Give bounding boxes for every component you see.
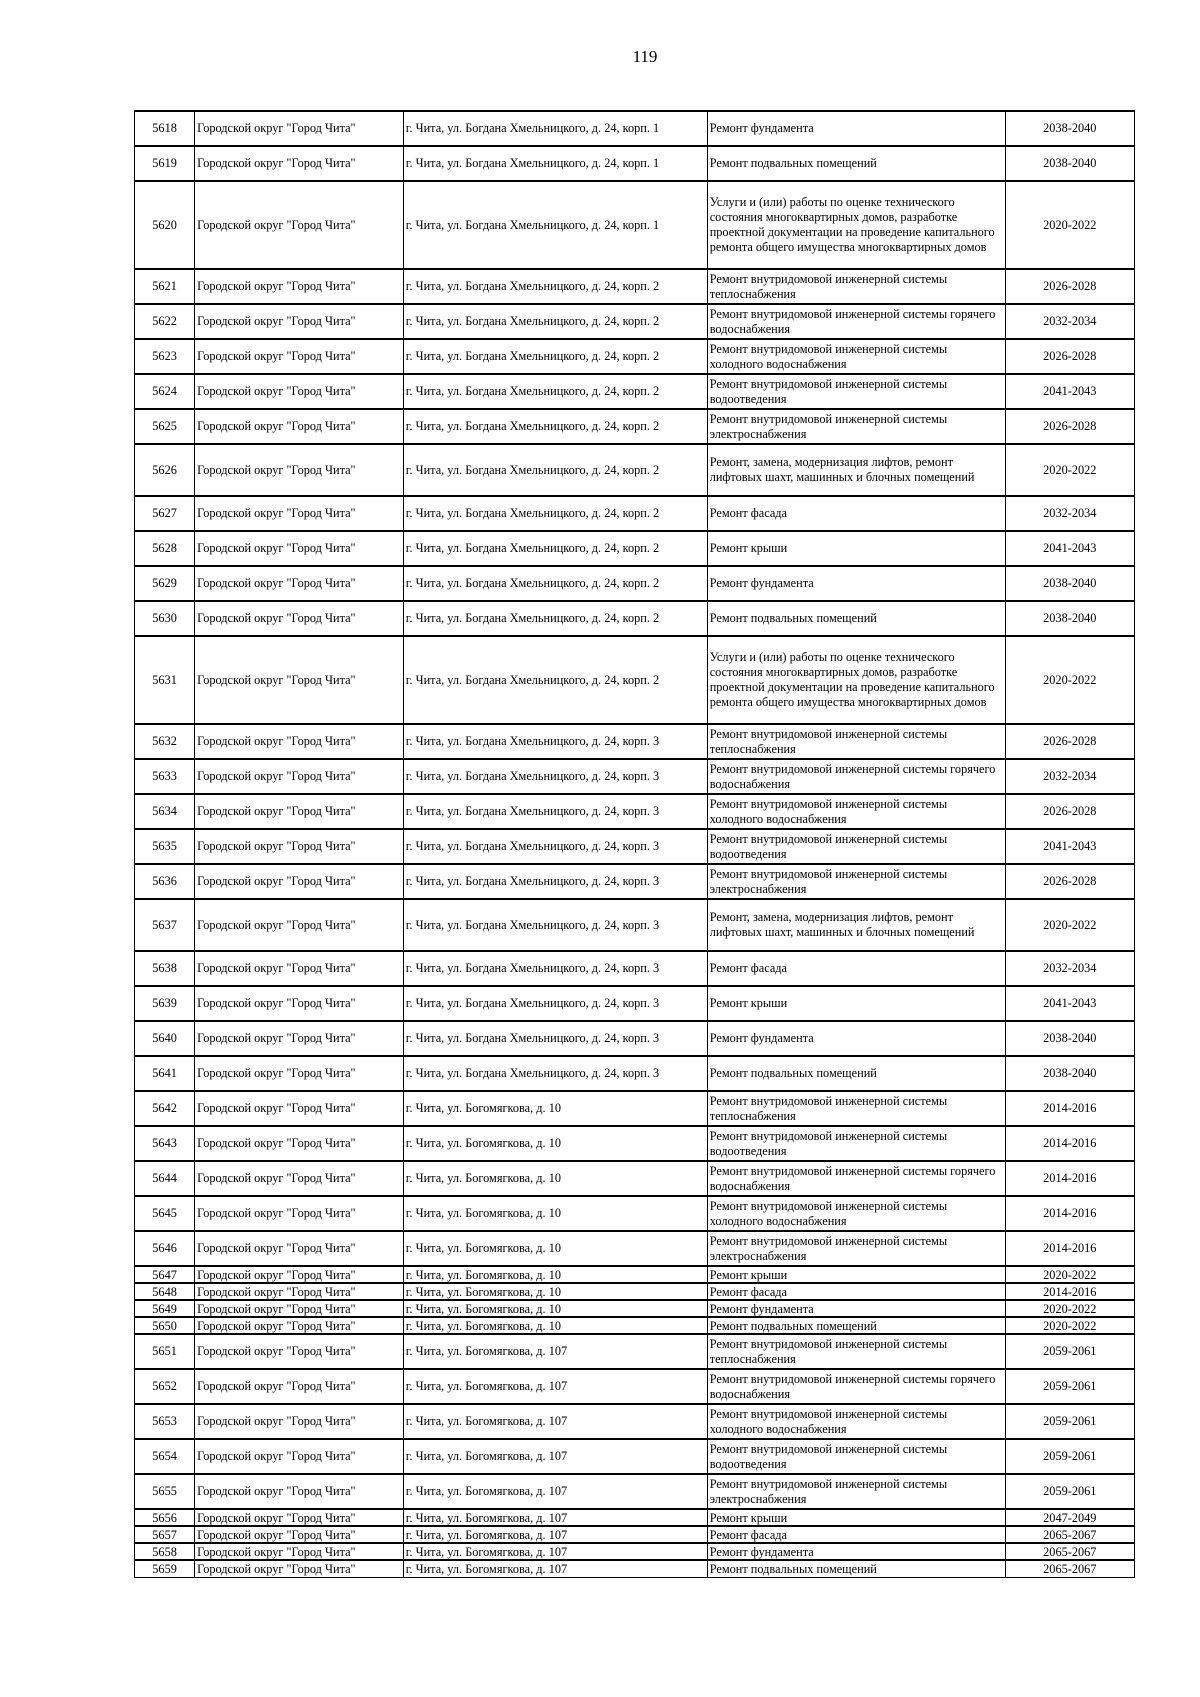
period-cell: 2038-2040	[1005, 601, 1134, 636]
work-type-cell: Ремонт внутридомовой инженерной системы теплоснабжения	[707, 1334, 1005, 1369]
row-number: 5646	[135, 1231, 195, 1266]
address-cell: г. Чита, ул. Богомягкова, д. 10	[403, 1317, 707, 1334]
row-number: 5625	[135, 409, 195, 444]
address-cell: г. Чита, ул. Богдана Хмельницкого, д. 24, корп. 2	[403, 374, 707, 409]
address-cell: г. Чита, ул. Богомягкова, д. 107	[403, 1560, 707, 1577]
row-number: 5657	[135, 1526, 195, 1543]
row-number: 5659	[135, 1560, 195, 1577]
address-cell: г. Чита, ул. Богдана Хмельницкого, д. 24, корп. 2	[403, 496, 707, 531]
work-type-cell: Ремонт подвальных помещений	[707, 1056, 1005, 1091]
period-cell: 2014-2016	[1005, 1126, 1134, 1161]
table-row	[135, 1509, 1135, 1526]
address-cell: г. Чита, ул. Богомягкова, д. 107	[403, 1526, 707, 1543]
table-row	[135, 444, 1135, 496]
work-type-cell: Ремонт внутридомовой инженерной системы электроснабжения	[707, 864, 1005, 899]
table-row	[135, 759, 1135, 794]
period-cell: 2038-2040	[1005, 1056, 1134, 1091]
municipality-cell: Городской округ "Город Чита"	[195, 269, 404, 304]
municipality-cell: Городской округ "Город Чита"	[195, 829, 404, 864]
municipality-cell: Городской округ "Город Чита"	[195, 794, 404, 829]
row-number: 5640	[135, 1021, 195, 1056]
address-cell: г. Чита, ул. Богдана Хмельницкого, д. 24, корп. 3	[403, 1056, 707, 1091]
work-type-cell: Ремонт внутридомовой инженерной системы водоотведения	[707, 1439, 1005, 1474]
work-type-cell: Ремонт внутридомовой инженерной системы водоотведения	[707, 829, 1005, 864]
capital-repair-table	[134, 110, 1135, 1578]
municipality-cell: Городской округ "Город Чита"	[195, 1126, 404, 1161]
table-row	[135, 1300, 1135, 1317]
table-row	[135, 374, 1135, 409]
address-cell: г. Чита, ул. Богомягкова, д. 10	[403, 1283, 707, 1300]
table-row	[135, 566, 1135, 601]
row-number: 5624	[135, 374, 195, 409]
work-type-cell: Ремонт внутридомовой инженерной системы теплоснабжения	[707, 724, 1005, 759]
row-number: 5628	[135, 531, 195, 566]
row-number: 5652	[135, 1369, 195, 1404]
period-cell: 2026-2028	[1005, 724, 1134, 759]
work-type-cell: Ремонт внутридомовой инженерной системы теплоснабжения	[707, 1091, 1005, 1126]
period-cell: 2041-2043	[1005, 986, 1134, 1021]
address-cell: г. Чита, ул. Богомягкова, д. 107	[403, 1404, 707, 1439]
period-cell: 2059-2061	[1005, 1334, 1134, 1369]
period-cell: 2026-2028	[1005, 339, 1134, 374]
period-cell: 2059-2061	[1005, 1404, 1134, 1439]
address-cell: г. Чита, ул. Богдана Хмельницкого, д. 24, корп. 3	[403, 794, 707, 829]
address-cell: г. Чита, ул. Богдана Хмельницкого, д. 24, корп. 2	[403, 409, 707, 444]
municipality-cell: Городской округ "Город Чита"	[195, 1021, 404, 1056]
table-row	[135, 339, 1135, 374]
address-cell: г. Чита, ул. Богдана Хмельницкого, д. 24, корп. 1	[403, 181, 707, 269]
period-cell: 2020-2022	[1005, 899, 1134, 951]
row-number: 5634	[135, 794, 195, 829]
table-row	[135, 1126, 1135, 1161]
municipality-cell: Городской округ "Город Чита"	[195, 181, 404, 269]
address-cell: г. Чита, ул. Богомягкова, д. 107	[403, 1543, 707, 1560]
period-cell: 2041-2043	[1005, 829, 1134, 864]
address-cell: г. Чита, ул. Богомягкова, д. 107	[403, 1474, 707, 1509]
work-type-cell: Ремонт внутридомовой инженерной системы горячего водоснабжения	[707, 1161, 1005, 1196]
table-row	[135, 1231, 1135, 1266]
period-cell: 2032-2034	[1005, 759, 1134, 794]
municipality-cell: Городской округ "Город Чита"	[195, 1509, 404, 1526]
table-row	[135, 1266, 1135, 1283]
work-type-cell: Ремонт фундамента	[707, 1543, 1005, 1560]
municipality-cell: Городской округ "Город Чита"	[195, 1091, 404, 1126]
address-cell: г. Чита, ул. Богдана Хмельницкого, д. 24, корп. 2	[403, 269, 707, 304]
address-cell: г. Чита, ул. Богдана Хмельницкого, д. 24, корп. 3	[403, 1021, 707, 1056]
work-type-cell: Ремонт фасада	[707, 496, 1005, 531]
municipality-cell: Городской округ "Город Чита"	[195, 759, 404, 794]
row-number: 5636	[135, 864, 195, 899]
page-number: 119	[632, 47, 658, 66]
work-type-cell: Ремонт внутридомовой инженерной системы электроснабжения	[707, 409, 1005, 444]
period-cell: 2020-2022	[1005, 1300, 1134, 1317]
table-row	[135, 1474, 1135, 1509]
work-type-cell: Ремонт, замена, модернизация лифтов, ремонт лифтовых шахт, машинных и блочных помещений	[707, 899, 1005, 951]
work-type-cell: Ремонт внутридомовой инженерной системы горячего водоснабжения	[707, 759, 1005, 794]
work-type-cell: Ремонт подвальных помещений	[707, 146, 1005, 181]
period-cell: 2059-2061	[1005, 1369, 1134, 1404]
period-cell: 2014-2016	[1005, 1161, 1134, 1196]
table-row	[135, 181, 1135, 269]
row-number: 5621	[135, 269, 195, 304]
municipality-cell: Городской округ "Город Чита"	[195, 339, 404, 374]
address-cell: г. Чита, ул. Богомягкова, д. 107	[403, 1439, 707, 1474]
period-cell: 2059-2061	[1005, 1439, 1134, 1474]
work-type-cell: Ремонт фундамента	[707, 111, 1005, 146]
address-cell: г. Чита, ул. Богомягкова, д. 10	[403, 1231, 707, 1266]
period-cell: 2020-2022	[1005, 636, 1134, 724]
work-type-cell: Ремонт крыши	[707, 1266, 1005, 1283]
table-row	[135, 1526, 1135, 1543]
table-row	[135, 111, 1135, 146]
period-cell: 2032-2034	[1005, 951, 1134, 986]
row-number: 5644	[135, 1161, 195, 1196]
table-row	[135, 1404, 1135, 1439]
row-number: 5632	[135, 724, 195, 759]
row-number: 5658	[135, 1543, 195, 1560]
row-number: 5643	[135, 1126, 195, 1161]
work-type-cell: Ремонт фундамента	[707, 1021, 1005, 1056]
row-number: 5645	[135, 1196, 195, 1231]
table-body	[135, 111, 1135, 1577]
work-type-cell: Ремонт внутридомовой инженерной системы горячего водоснабжения	[707, 1369, 1005, 1404]
table-row	[135, 1369, 1135, 1404]
address-cell: г. Чита, ул. Богдана Хмельницкого, д. 24, корп. 3	[403, 951, 707, 986]
municipality-cell: Городской округ "Город Чита"	[195, 1266, 404, 1283]
municipality-cell: Городской округ "Город Чита"	[195, 1056, 404, 1091]
table-row	[135, 409, 1135, 444]
address-cell: г. Чита, ул. Богомягкова, д. 10	[403, 1196, 707, 1231]
row-number: 5656	[135, 1509, 195, 1526]
table-row	[135, 304, 1135, 339]
municipality-cell: Городской округ "Город Чита"	[195, 496, 404, 531]
address-cell: г. Чита, ул. Богомягкова, д. 10	[403, 1300, 707, 1317]
row-number: 5635	[135, 829, 195, 864]
table-row	[135, 1543, 1135, 1560]
municipality-cell: Городской округ "Город Чита"	[195, 1317, 404, 1334]
municipality-cell: Городской округ "Город Чита"	[195, 1543, 404, 1560]
period-cell: 2014-2016	[1005, 1283, 1134, 1300]
row-number: 5637	[135, 899, 195, 951]
row-number: 5653	[135, 1404, 195, 1439]
row-number: 5619	[135, 146, 195, 181]
address-cell: г. Чита, ул. Богомягкова, д. 107	[403, 1369, 707, 1404]
work-type-cell: Услуги и (или) работы по оценке технического состояния многоквартирных домов, разработке проектной документации на проведение капитального ремонта общего имущества многоквартирных домов	[707, 636, 1005, 724]
work-type-cell: Ремонт внутридомовой инженерной системы холодного водоснабжения	[707, 1404, 1005, 1439]
address-cell: г. Чита, ул. Богдана Хмельницкого, д. 24, корп. 2	[403, 636, 707, 724]
municipality-cell: Городской округ "Город Чита"	[195, 1526, 404, 1543]
address-cell: г. Чита, ул. Богдана Хмельницкого, д. 24, корп. 3	[403, 899, 707, 951]
period-cell: 2065-2067	[1005, 1560, 1134, 1577]
work-type-cell: Ремонт крыши	[707, 986, 1005, 1021]
table-row	[135, 1021, 1135, 1056]
municipality-cell: Городской округ "Город Чита"	[195, 1161, 404, 1196]
period-cell: 2020-2022	[1005, 181, 1134, 269]
address-cell: г. Чита, ул. Богдана Хмельницкого, д. 24, корп. 3	[403, 759, 707, 794]
work-type-cell: Ремонт, замена, модернизация лифтов, ремонт лифтовых шахт, машинных и блочных помещений	[707, 444, 1005, 496]
municipality-cell: Городской округ "Город Чита"	[195, 636, 404, 724]
work-type-cell: Ремонт внутридомовой инженерной системы теплоснабжения	[707, 269, 1005, 304]
table-row	[135, 1317, 1135, 1334]
work-type-cell: Ремонт фасада	[707, 1283, 1005, 1300]
address-cell: г. Чита, ул. Богдана Хмельницкого, д. 24, корп. 2	[403, 566, 707, 601]
address-cell: г. Чита, ул. Богдана Хмельницкого, д. 24, корп. 3	[403, 864, 707, 899]
period-cell: 2014-2016	[1005, 1231, 1134, 1266]
work-type-cell: Ремонт крыши	[707, 1509, 1005, 1526]
period-cell: 2026-2028	[1005, 794, 1134, 829]
table-row	[135, 1056, 1135, 1091]
row-number: 5649	[135, 1300, 195, 1317]
municipality-cell: Городской округ "Город Чита"	[195, 1283, 404, 1300]
address-cell: г. Чита, ул. Богомягкова, д. 10	[403, 1266, 707, 1283]
address-cell: г. Чита, ул. Богомягкова, д. 107	[403, 1334, 707, 1369]
municipality-cell: Городской округ "Город Чита"	[195, 601, 404, 636]
row-number: 5650	[135, 1317, 195, 1334]
work-type-cell: Ремонт крыши	[707, 531, 1005, 566]
municipality-cell: Городской округ "Город Чита"	[195, 566, 404, 601]
row-number: 5638	[135, 951, 195, 986]
table-row	[135, 1334, 1135, 1369]
period-cell: 2038-2040	[1005, 146, 1134, 181]
municipality-cell: Городской округ "Город Чита"	[195, 1439, 404, 1474]
row-number: 5655	[135, 1474, 195, 1509]
municipality-cell: Городской округ "Город Чита"	[195, 986, 404, 1021]
work-type-cell: Ремонт подвальных помещений	[707, 601, 1005, 636]
municipality-cell: Городской округ "Город Чита"	[195, 1196, 404, 1231]
table-row	[135, 146, 1135, 181]
period-cell: 2026-2028	[1005, 269, 1134, 304]
address-cell: г. Чита, ул. Богдана Хмельницкого, д. 24, корп. 1	[403, 146, 707, 181]
municipality-cell: Городской округ "Город Чита"	[195, 1369, 404, 1404]
table-row	[135, 829, 1135, 864]
row-number: 5618	[135, 111, 195, 146]
municipality-cell: Городской округ "Город Чита"	[195, 1231, 404, 1266]
table-row	[135, 496, 1135, 531]
municipality-cell: Городской округ "Город Чита"	[195, 111, 404, 146]
work-type-cell: Ремонт внутридомовой инженерной системы электроснабжения	[707, 1231, 1005, 1266]
row-number: 5642	[135, 1091, 195, 1126]
table-row	[135, 1091, 1135, 1126]
row-number: 5627	[135, 496, 195, 531]
period-cell: 2020-2022	[1005, 444, 1134, 496]
municipality-cell: Городской округ "Город Чита"	[195, 899, 404, 951]
table-row	[135, 636, 1135, 724]
row-number: 5647	[135, 1266, 195, 1283]
address-cell: г. Чита, ул. Богдана Хмельницкого, д. 24, корп. 2	[403, 304, 707, 339]
period-cell: 2026-2028	[1005, 409, 1134, 444]
period-cell: 2041-2043	[1005, 531, 1134, 566]
row-number: 5633	[135, 759, 195, 794]
municipality-cell: Городской округ "Город Чита"	[195, 146, 404, 181]
work-type-cell: Услуги и (или) работы по оценке технического состояния многоквартирных домов, разработке проектной документации на проведение капитального ремонта общего имущества многоквартирных домов	[707, 181, 1005, 269]
municipality-cell: Городской округ "Город Чита"	[195, 1300, 404, 1317]
address-cell: г. Чита, ул. Богдана Хмельницкого, д. 24, корп. 3	[403, 724, 707, 759]
period-cell: 2059-2061	[1005, 1474, 1134, 1509]
row-number: 5626	[135, 444, 195, 496]
row-number: 5630	[135, 601, 195, 636]
period-cell: 2047-2049	[1005, 1509, 1134, 1526]
period-cell: 2038-2040	[1005, 566, 1134, 601]
address-cell: г. Чита, ул. Богдана Хмельницкого, д. 24, корп. 2	[403, 531, 707, 566]
table-row	[135, 1283, 1135, 1300]
address-cell: г. Чита, ул. Богдана Хмельницкого, д. 24, корп. 3	[403, 986, 707, 1021]
municipality-cell: Городской округ "Город Чита"	[195, 864, 404, 899]
row-number: 5651	[135, 1334, 195, 1369]
work-type-cell: Ремонт внутридомовой инженерной системы холодного водоснабжения	[707, 794, 1005, 829]
row-number: 5639	[135, 986, 195, 1021]
address-cell: г. Чита, ул. Богдана Хмельницкого, д. 24, корп. 2	[403, 339, 707, 374]
work-type-cell: Ремонт подвальных помещений	[707, 1560, 1005, 1577]
address-cell: г. Чита, ул. Богомягкова, д. 10	[403, 1126, 707, 1161]
address-cell: г. Чита, ул. Богдана Хмельницкого, д. 24, корп. 2	[403, 444, 707, 496]
work-type-cell: Ремонт внутридомовой инженерной системы водоотведения	[707, 374, 1005, 409]
period-cell: 2020-2022	[1005, 1266, 1134, 1283]
table-row	[135, 1560, 1135, 1577]
period-cell: 2065-2067	[1005, 1526, 1134, 1543]
address-cell: г. Чита, ул. Богдана Хмельницкого, д. 24, корп. 2	[403, 601, 707, 636]
work-type-cell: Ремонт подвальных помещений	[707, 1317, 1005, 1334]
work-type-cell: Ремонт внутридомовой инженерной системы водоотведения	[707, 1126, 1005, 1161]
table-row	[135, 269, 1135, 304]
work-type-cell: Ремонт фундамента	[707, 566, 1005, 601]
municipality-cell: Городской округ "Город Чита"	[195, 951, 404, 986]
period-cell: 2065-2067	[1005, 1543, 1134, 1560]
table-row	[135, 1196, 1135, 1231]
work-type-cell: Ремонт внутридомовой инженерной системы электроснабжения	[707, 1474, 1005, 1509]
municipality-cell: Городской округ "Город Чита"	[195, 409, 404, 444]
period-cell: 2014-2016	[1005, 1091, 1134, 1126]
municipality-cell: Городской округ "Город Чита"	[195, 1560, 404, 1577]
work-type-cell: Ремонт внутридомовой инженерной системы горячего водоснабжения	[707, 304, 1005, 339]
row-number: 5641	[135, 1056, 195, 1091]
municipality-cell: Городской округ "Город Чита"	[195, 444, 404, 496]
row-number: 5654	[135, 1439, 195, 1474]
work-type-cell: Ремонт фундамента	[707, 1300, 1005, 1317]
municipality-cell: Городской округ "Город Чита"	[195, 1334, 404, 1369]
row-number: 5648	[135, 1283, 195, 1300]
table-row	[135, 531, 1135, 566]
municipality-cell: Городской округ "Город Чита"	[195, 304, 404, 339]
row-number: 5623	[135, 339, 195, 374]
address-cell: г. Чита, ул. Богдана Хмельницкого, д. 24, корп. 3	[403, 829, 707, 864]
table-row	[135, 899, 1135, 951]
address-cell: г. Чита, ул. Богомягкова, д. 10	[403, 1161, 707, 1196]
address-cell: г. Чита, ул. Богомягкова, д. 10	[403, 1091, 707, 1126]
row-number: 5622	[135, 304, 195, 339]
period-cell: 2041-2043	[1005, 374, 1134, 409]
municipality-cell: Городской округ "Город Чита"	[195, 374, 404, 409]
period-cell: 2032-2034	[1005, 496, 1134, 531]
table-row	[135, 986, 1135, 1021]
table-row	[135, 601, 1135, 636]
period-cell: 2038-2040	[1005, 1021, 1134, 1056]
work-type-cell: Ремонт внутридомовой инженерной системы холодного водоснабжения	[707, 1196, 1005, 1231]
table-row	[135, 724, 1135, 759]
municipality-cell: Городской округ "Город Чита"	[195, 531, 404, 566]
period-cell: 2032-2034	[1005, 304, 1134, 339]
work-type-cell: Ремонт фасада	[707, 951, 1005, 986]
municipality-cell: Городской округ "Город Чита"	[195, 1474, 404, 1509]
table-row	[135, 1161, 1135, 1196]
row-number: 5631	[135, 636, 195, 724]
row-number: 5620	[135, 181, 195, 269]
period-cell: 2014-2016	[1005, 1196, 1134, 1231]
period-cell: 2038-2040	[1005, 111, 1134, 146]
period-cell: 2026-2028	[1005, 864, 1134, 899]
table-row	[135, 794, 1135, 829]
period-cell: 2020-2022	[1005, 1317, 1134, 1334]
table-row	[135, 864, 1135, 899]
table-row	[135, 951, 1135, 986]
address-cell: г. Чита, ул. Богомягкова, д. 107	[403, 1509, 707, 1526]
table-row	[135, 1439, 1135, 1474]
municipality-cell: Городской округ "Город Чита"	[195, 724, 404, 759]
row-number: 5629	[135, 566, 195, 601]
address-cell: г. Чита, ул. Богдана Хмельницкого, д. 24, корп. 1	[403, 111, 707, 146]
municipality-cell: Городской округ "Город Чита"	[195, 1404, 404, 1439]
work-type-cell: Ремонт внутридомовой инженерной системы холодного водоснабжения	[707, 339, 1005, 374]
work-type-cell: Ремонт фасада	[707, 1526, 1005, 1543]
